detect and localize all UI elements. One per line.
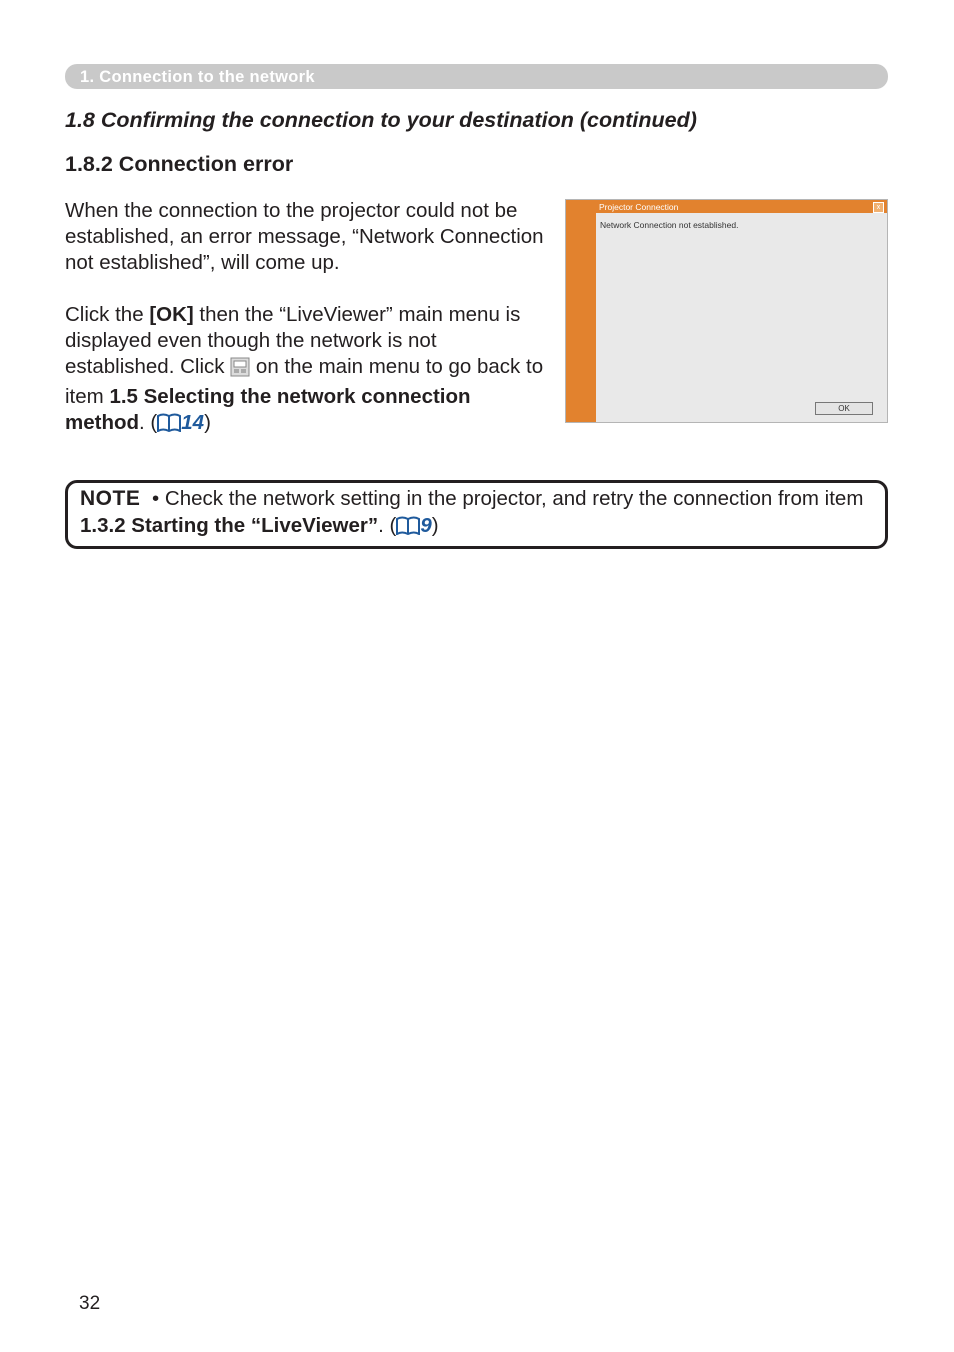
dialog-side-panel [566,200,596,422]
header-label: 1. Connection to the network [80,68,315,86]
dialog-titlebar [566,200,887,213]
text: on the main menu to go back to item [65,355,544,408]
page-reference[interactable]: 14 [181,411,205,434]
dialog-message: Network Connection not established. [600,220,739,230]
paragraph-instructions [65,302,545,439]
text: . ( [378,514,397,537]
section-title: 1.8 Confirming the connection to your destination (continued) [65,108,697,132]
page-reference[interactable]: 9 [420,514,432,537]
sub-title: 1.8.2 Connection error [65,152,294,176]
ok-button[interactable]: OK [815,402,873,415]
paragraph-error-description: When the connection to the projector could not be established, an error message, “Network Connection not established”, will come up. [65,199,544,274]
section-reference: 1.5 Selecting the network connection method [65,385,471,434]
text: Click the [65,303,150,326]
dialog-title: Projector Connection [599,202,679,212]
main-menu-icon [230,357,250,384]
note-text [80,485,870,542]
page-number: 32 [79,1293,101,1314]
text: ) [431,514,439,537]
text: ) [204,411,211,434]
close-icon[interactable]: x [873,202,884,213]
text: . ( [139,411,158,434]
dialog-screenshot [565,199,888,423]
ok-reference: [OK] [149,303,194,326]
text: then the “LiveViewer” main menu is displayed even though the network is not established. Click [65,303,521,378]
section-reference: 1.3.2 Starting the “LiveViewer” [80,514,379,537]
header-bar [65,64,888,89]
book-icon [157,413,181,439]
book-icon [396,515,420,542]
text: • Check the network setting in the projector, and retry the connection from item [146,487,864,510]
note-label: NOTE [80,487,141,510]
note-box [65,480,888,549]
